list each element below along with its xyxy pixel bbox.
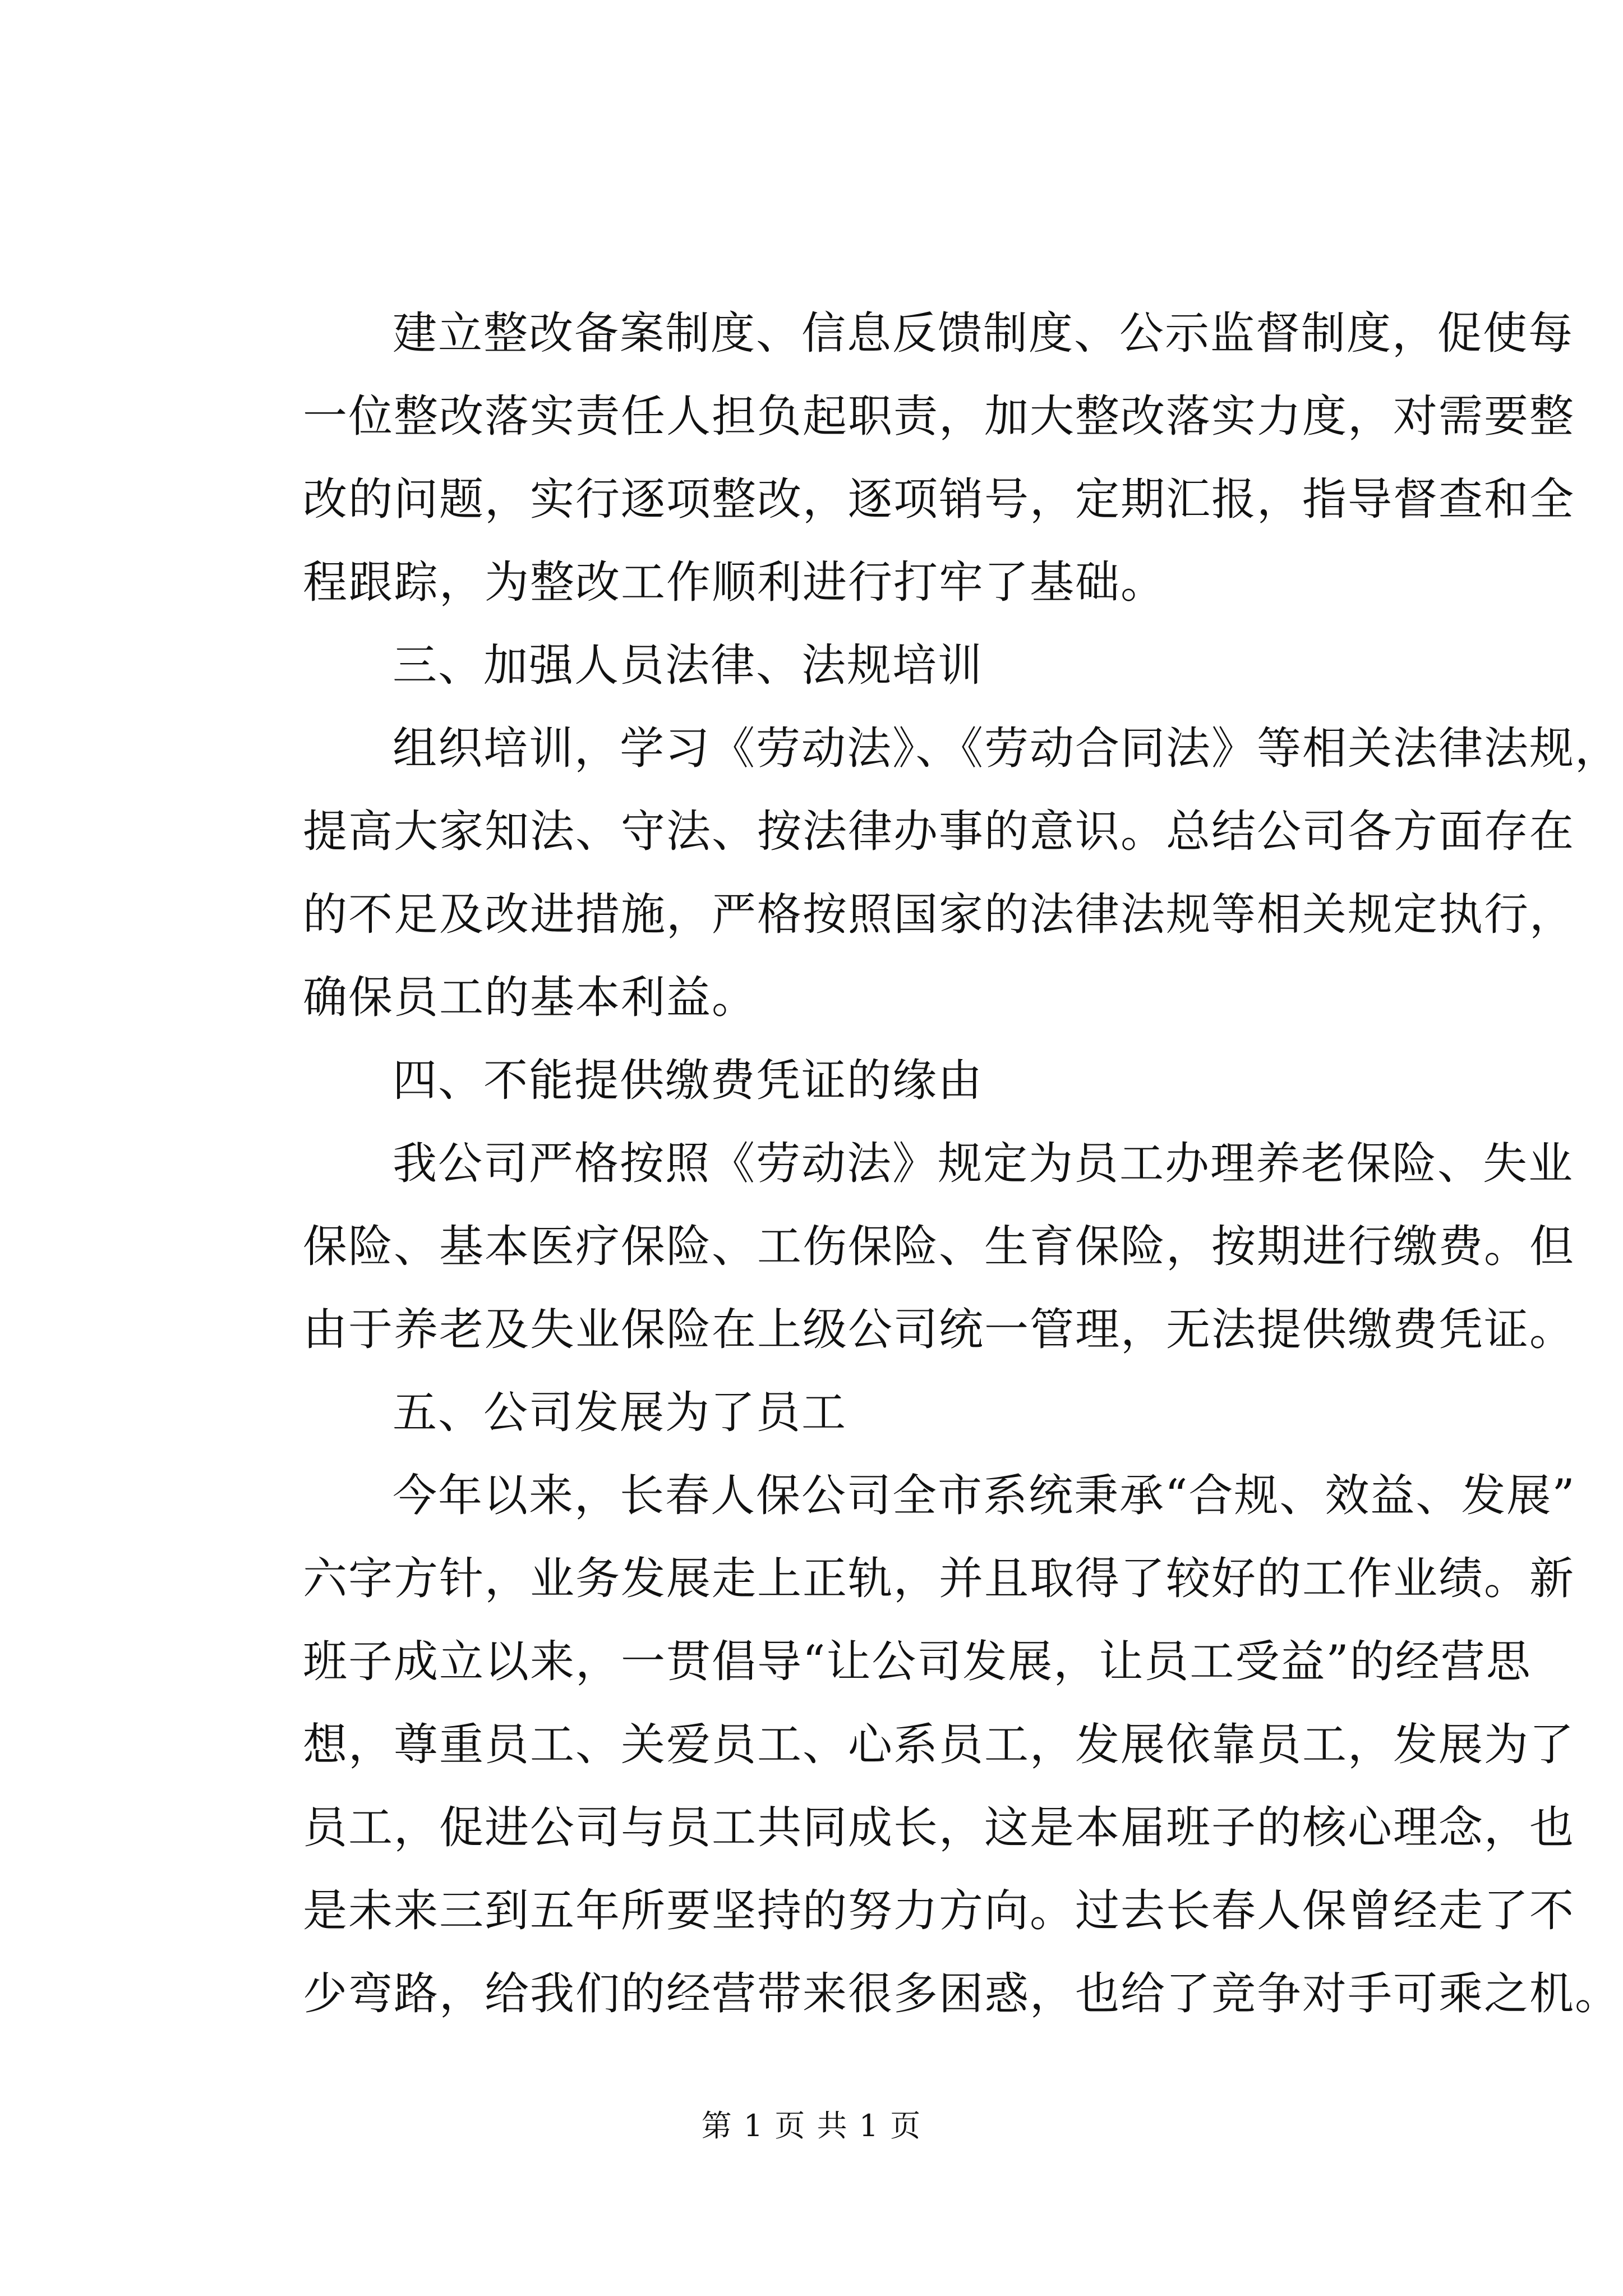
body-line-18: 想，尊重员工、关爱员工、心系员工，发展依靠员工，发展为了 — [303, 1719, 1575, 1770]
document-body — [303, 292, 1620, 2035]
body-line-6: 组织培训，学习《劳动法》、《劳动合同法》等相关法律法规， — [393, 723, 1620, 774]
body-line-19: 员工，促进公司与员工共同成长，这是本届班子的核心理念，也 — [303, 1802, 1575, 1853]
section-heading-3: 三、加强人员法律、法规培训 — [393, 639, 983, 691]
body-line-11: 我公司严格按照《劳动法》规定为员工办理养老保险、失业 — [393, 1138, 1574, 1189]
body-line-7: 提高大家知法、守法、按法律办事的意识。总结公司各方面存在 — [303, 806, 1575, 857]
body-line-17: 班子成立以来，一贯倡导“让公司发展，让员工受益”的经营思 — [303, 1636, 1532, 1687]
section-heading-5: 五、公司发展为了员工 — [393, 1387, 847, 1438]
body-line-13: 由于养老及失业保险在上级公司统一管理，无法提供缴费凭证。 — [303, 1304, 1575, 1355]
body-line-15: 今年以来，长春人保公司全市系统秉承“合规、效益、发展” — [393, 1470, 1576, 1521]
body-line-21: 少弯路，给我们的经营带来很多困惑，也给了竞争对手可乘之机。 — [303, 1968, 1620, 2019]
body-line-9: 确保员工的基本利益。 — [303, 972, 757, 1023]
body-line-16: 六字方针，业务发展走上正轨，并且取得了较好的工作业绩。新 — [303, 1553, 1575, 1604]
body-line-12: 保险、基本医疗保险、工伤保险、生育保险，按期进行缴费。但 — [303, 1221, 1575, 1272]
body-line-8: 的不足及改进措施，严格按照国家的法律法规等相关规定执行， — [303, 889, 1575, 940]
body-line-1: 建立整改备案制度、信息反馈制度、公示监督制度，促使每 — [393, 307, 1574, 359]
body-line-3: 改的问题，实行逐项整改，逐项销号，定期汇报，指导督查和全 — [303, 473, 1575, 525]
body-line-4: 程跟踪，为整改工作顺利进行打牢了基础。 — [303, 556, 1166, 608]
page-number-footer: 第 1 页 共 1 页 — [701, 2108, 922, 2143]
section-heading-4: 四、不能提供缴费凭证的缘由 — [393, 1055, 983, 1106]
body-line-2: 一位整改落实责任人担负起职责，加大整改落实力度，对需要整 — [303, 390, 1575, 442]
body-line-20: 是未来三到五年所要坚持的努力方向。过去长春人保曾经走了不 — [303, 1885, 1575, 1936]
